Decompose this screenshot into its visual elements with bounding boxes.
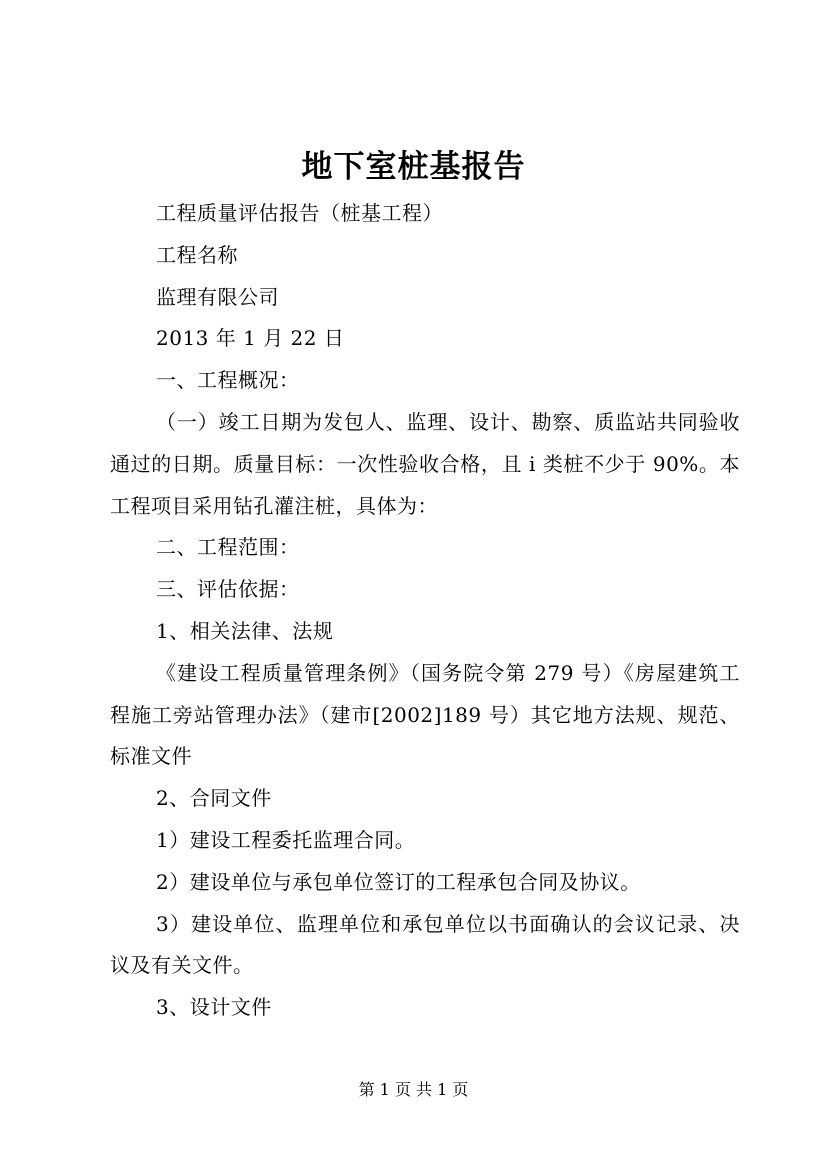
paragraph-report-subtitle: 工程质量评估报告（桩基工程） xyxy=(156,201,443,225)
paragraph-laws-body: 《建设工程质量管理条例》（国务院令第 279 号）《房屋建筑工程施工旁站管理办法》（建市[2002]189 号）其它地方法规、规范、标准文件 xyxy=(110,660,740,769)
paragraph-overview-body: （一）竣工日期为发包人、监理、设计、勘察、质监站共同验收通过的日期。质量目标：一次性验收合格，且 i 类桩不少于 90%。本工程项目采用钻孔灌注桩，具体为： xyxy=(110,409,740,518)
page-footer: 第 1 页 共 1 页 xyxy=(358,1080,469,1099)
section-heading-overview: 一、工程概况： xyxy=(156,368,300,393)
section-heading-basis: 三、评估依据： xyxy=(156,577,300,602)
list-item-contract-2: 2）建设单位与承包单位签订的工程承包合同及协议。 xyxy=(156,869,641,894)
subsection-heading-laws: 1、相关法律、法规 xyxy=(156,618,334,643)
document-title: 地下室桩基报告 xyxy=(301,149,526,185)
paragraph-date: 2013 年 1 月 22 日 xyxy=(156,326,345,351)
list-item-contract-3: 3）建设单位、监理单位和承包单位以书面确认的会议记录、决议及有关文件。 xyxy=(110,911,740,978)
subsection-heading-contracts: 2、合同文件 xyxy=(156,786,272,811)
paragraph-company-name: 监理有限公司 xyxy=(156,284,279,309)
list-item-contract-1: 1）建设工程委托监理合同。 xyxy=(156,827,416,852)
document-body xyxy=(110,193,740,1029)
paragraph-project-name: 工程名称 xyxy=(156,242,238,267)
subsection-heading-design-docs: 3、设计文件 xyxy=(156,995,272,1020)
section-heading-scope: 二、工程范围： xyxy=(156,535,300,560)
